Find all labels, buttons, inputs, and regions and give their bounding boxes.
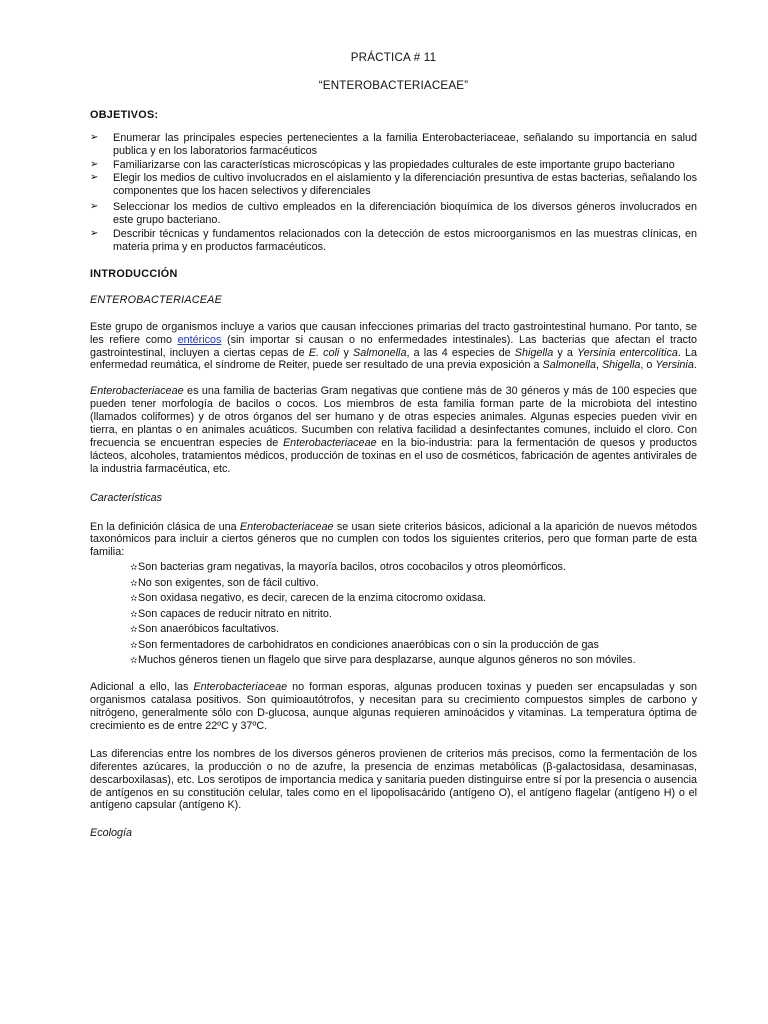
text-run: se usan siete criterios básicos, adicional a la aparición de nuevos métodos taxonómicos para incluir a ciertos géneros que no cumplen con todos los siguientes criterios, pero que forman parte de esta familia: [90, 520, 697, 559]
criteria-text: Son capaces de reducir nitrato en nitrito. [138, 607, 332, 620]
criteria-list [90, 561, 697, 667]
criteria-item [130, 623, 697, 636]
arrow-bullet-icon: ➢ [90, 131, 99, 143]
species-name: Shigella [514, 346, 554, 359]
text-run: no forman esporas, algunas producen toxinas y pueden ser encapsuladas y son organismos catalasa positivos. Son quimioautótrofos, y necesitan para su crecimiento compuestos simples de carbono y nitrógeno, generalmente sólo con D-glucosa, aunque algunas requieren aminoácidos y vitaminas. La temperatura óptima de crecimiento es de entre 22ºC y 37ºC. [90, 681, 698, 732]
objectives-heading: OBJETIVOS: [90, 108, 159, 121]
family-name: Enterobacteriaceae [282, 436, 377, 449]
criteria-text: No son exigentes, son de fácil cultivo. [138, 576, 319, 589]
text-run: . La enfermedad reumática, el síndrome de Reiter, puede ser resultado de una previa exposición a [90, 346, 698, 372]
criteria-item [130, 561, 697, 574]
text-run: y a [553, 346, 578, 359]
text-run: , o [640, 359, 656, 372]
text-run: (sin importar si causan o no enfermedades intestinales). Las bacterias que afectan el tracto gastrointestinal, incluyen a ciertas cepas de [90, 333, 698, 359]
objective-item [90, 132, 697, 158]
objectives-list [90, 132, 697, 254]
text-run: , [595, 359, 602, 372]
star-bullet-icon: ✫ [130, 593, 138, 604]
criteria-text: Muchos géneros tienen un flagelo que sirve para desplazarse, aunque algunos géneros no son móviles. [138, 654, 636, 667]
text-run: En la definición clásica de una [90, 520, 240, 533]
star-bullet-icon: ✫ [130, 608, 138, 619]
criteria-text: Son bacterias gram negativas, la mayoría bacilos, otros cocobacilos y otros pleomórficos. [138, 561, 566, 574]
objective-item [90, 159, 697, 172]
document-subtitle: “ENTEROBACTERIACEAE” [318, 78, 469, 92]
objective-item [90, 201, 697, 227]
arrow-bullet-icon: ➢ [90, 201, 99, 213]
criteria-item [130, 654, 697, 667]
criteria-item [130, 639, 697, 652]
criteria-text: Son anaeróbicos facultativos. [138, 623, 280, 636]
criteria-item [130, 592, 697, 605]
species-name: Yersinia entercolítica [577, 346, 678, 359]
arrow-bullet-icon: ➢ [90, 158, 99, 170]
differences-paragraph: Las diferencias entre los nombres de los diversos géneros provienen de criterios más precisos, como la fermentación de los diferentes azúcares, la producción o no de azufre, la presencia de enzimas metabólicas (β-galactosidasa, desaminasas, descarboxilasas), etc. Los serotipos de importancia medica y sanitaria pueden distinguirse entre sí por la presencia o ausencia de antígenos en su constitución celular, tales como en el lipopolisacárido (antígeno O), el antígeno flagelar (antígeno H) o el antígeno capsular (antígeno K). [90, 747, 697, 812]
practice-title: PRÁCTICA # 11 [350, 51, 437, 64]
arrow-bullet-icon: ➢ [90, 172, 99, 184]
criteria-item [130, 608, 697, 621]
criteria-item [130, 577, 697, 590]
objective-text: Familiarizarse con las características microscópicas y las propiedades culturales de este importante grupo bacteriano [113, 158, 675, 171]
star-bullet-icon: ✫ [130, 562, 138, 573]
species-name: E. coli [308, 346, 340, 359]
family-name: Enterobacteriaceae [193, 681, 288, 694]
objective-text: Enumerar las principales especies pertenecientes a la familia Enterobacteriaceae, señalando su importancia en salud publica y en los laboratorios farmacéuticos [113, 131, 697, 157]
objective-item [90, 172, 697, 198]
characteristics-heading: Características [90, 491, 162, 504]
species-name: Salmonella [542, 359, 596, 372]
species-name: Shigella [601, 359, 641, 372]
properties-paragraph [90, 681, 697, 733]
objective-text: Describir técnicas y fundamentos relacionados con la detección de estos microorganismos en las muestras clínicas, en materia prima y en productos farmacéuticos. [113, 228, 697, 253]
objective-text: Seleccionar los medios de cultivo empleados en la diferenciación bioquímica de los diversos géneros involucrados en este grupo bacteriano. [113, 201, 697, 227]
ecology-heading: Ecología [90, 827, 133, 840]
criteria-text: Son fermentadores de carbohidratos en condiciones anaeróbicas con o sin la producción de gas [138, 638, 599, 651]
family-name: Enterobacteriaceae [90, 385, 184, 398]
text-run: Este grupo de organismos incluye a varios que causan infecciones primarias del tracto gastrointestinal humano. Por tanto, se les refiere como [90, 320, 697, 346]
text-run: y [339, 346, 354, 359]
objective-text: Elegir los medios de cultivo involucrados en el aislamiento y la diferenciación presuntiva de estas bacterias, señalando los componentes que los hacen selectivos y diferenciales [113, 172, 697, 198]
text-run: . [693, 359, 697, 372]
text-run: es una familia de bacterias Gram negativas que contiene más de 30 géneros y más de 100 especies que pueden tener morfología de bacilos o cocos. Los miembros de esta familia forman parte de la microbiota del intestino (llamados coliformes) y de otros órganos del ser humano y de otras especies animales. Algunas especies pueden vivir en tierra, en plantas o en animales acuáticos. Sucumben con relativa facilidad a desinfectantes comunes, incluido el cloro. Con frecuencia se encuentran especies de [90, 385, 697, 449]
characteristics-paragraph [90, 521, 697, 560]
text-run: Adicional a ello, las [90, 681, 194, 694]
family-name: Enterobacteriaceae [239, 520, 334, 533]
objective-item [90, 228, 697, 254]
star-bullet-icon: ✫ [130, 577, 138, 588]
species-name: Yersinia [655, 359, 694, 372]
criteria-text: Son oxidasa negativo, es decir, carecen de la enzima citocromo oxidasa. [138, 592, 487, 605]
text-run: en la bio-industria: para la fermentación de quesos y productos lácteos, alcoholes, tratamientos médicos, producción de toxinas en el uso de cosméticos, fabricación de agentes antivirales de la industria farmacéutica, etc. [90, 436, 697, 475]
star-bullet-icon: ✫ [130, 639, 138, 650]
entericos-link[interactable]: entéricos [177, 333, 222, 346]
arrow-bullet-icon: ➢ [90, 228, 99, 240]
species-name: Salmonella [353, 346, 407, 359]
text-run: , a las 4 especies de [406, 346, 515, 359]
star-bullet-icon: ✫ [130, 655, 138, 666]
intro-heading: INTRODUCCIÓN [90, 267, 178, 280]
star-bullet-icon: ✫ [130, 624, 138, 635]
family-paragraph [90, 385, 697, 475]
intro-paragraph [90, 321, 697, 373]
intro-subheading: ENTEROBACTERIACEAE [90, 293, 222, 306]
